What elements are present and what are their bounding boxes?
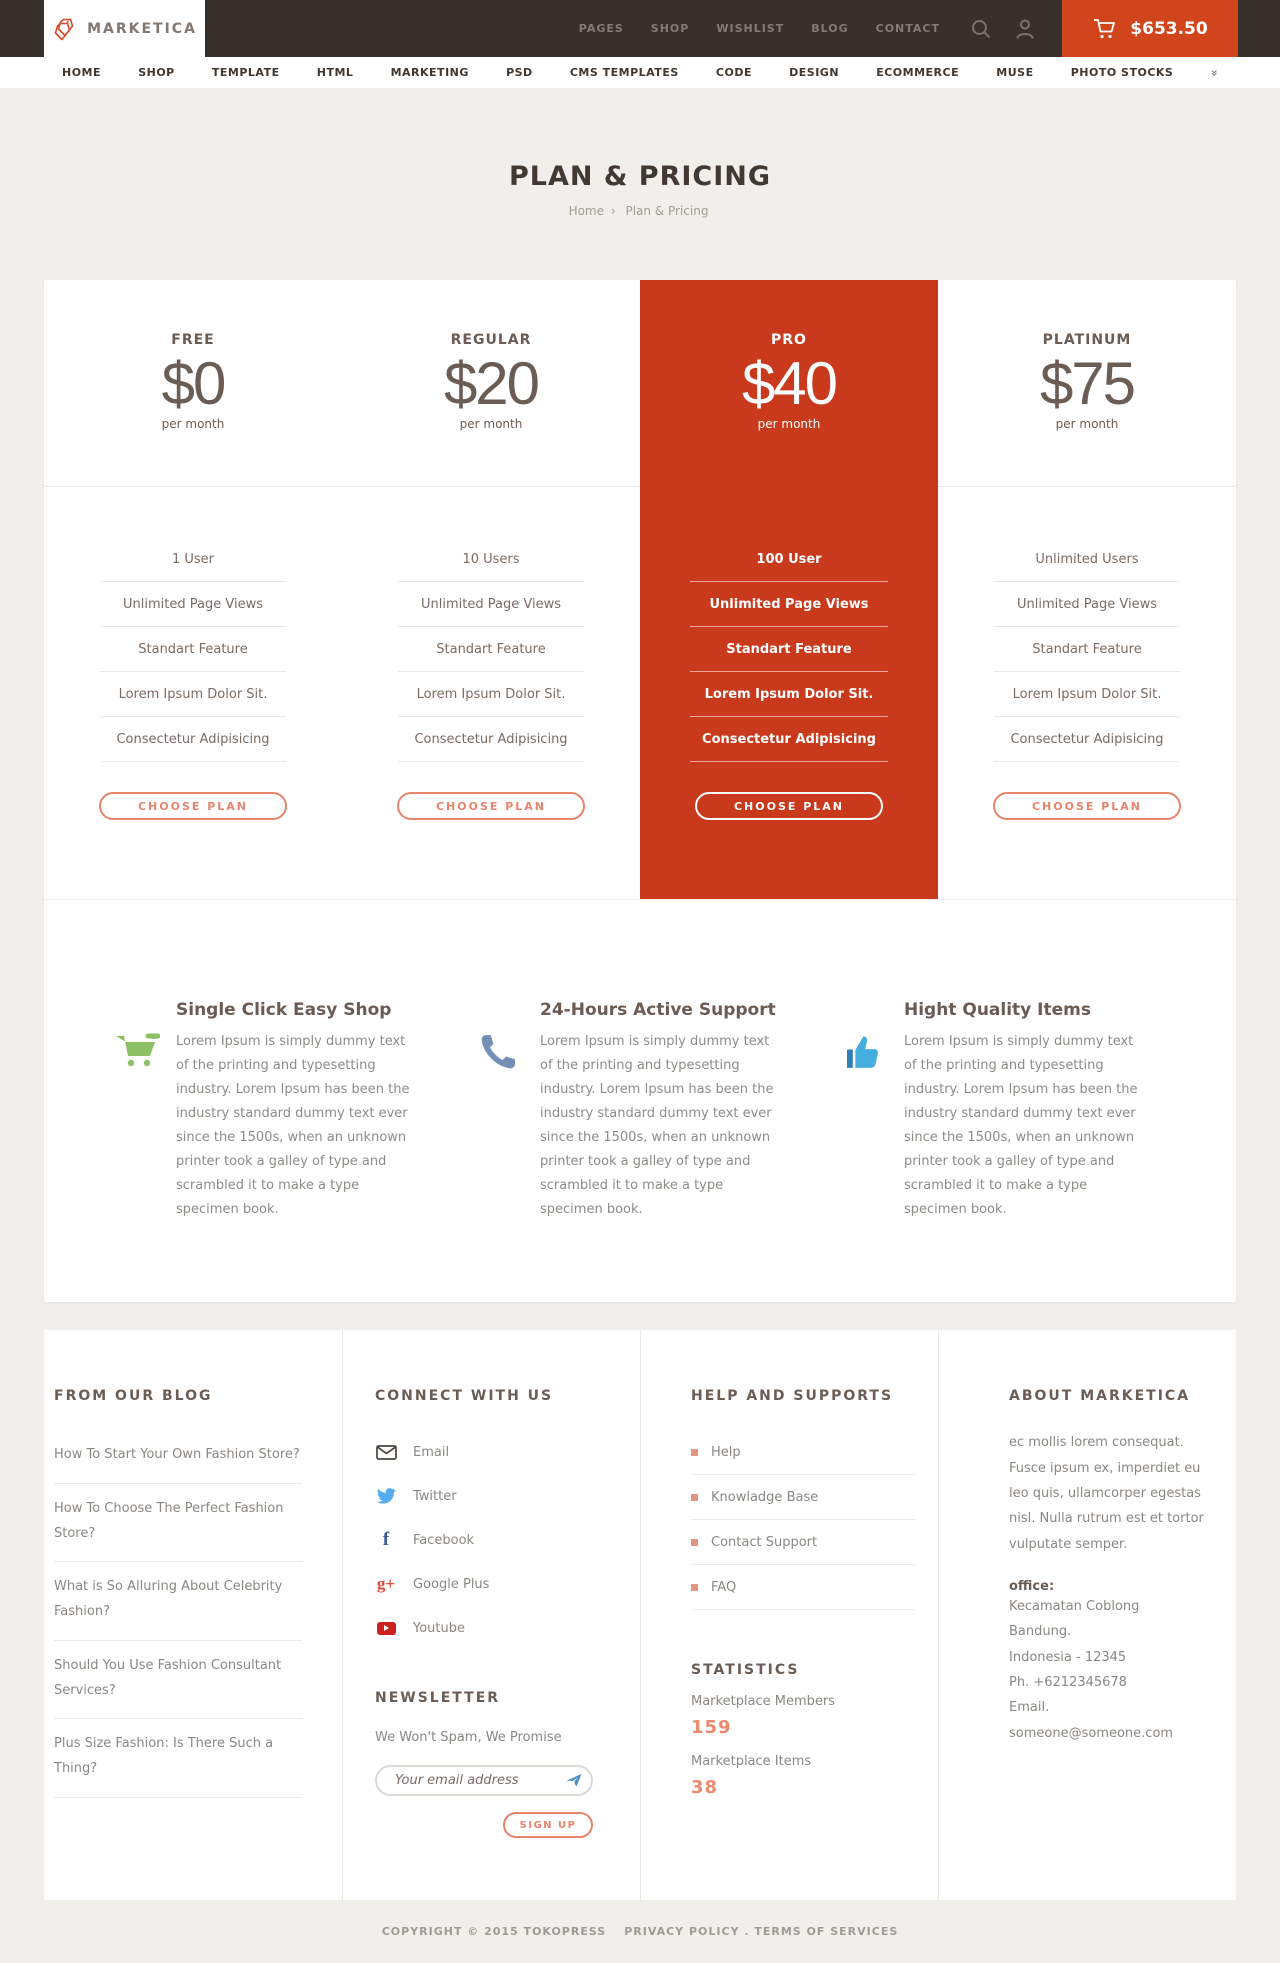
blog-list	[54, 1430, 302, 1797]
email-icon	[375, 1445, 397, 1460]
plan-features	[44, 487, 342, 762]
plan-price: $75	[1039, 350, 1135, 417]
newsletter-heading: NEWSLETTER	[375, 1690, 501, 1707]
help-link[interactable]	[691, 1475, 916, 1520]
logo[interactable]	[44, 0, 205, 57]
social-link-email[interactable]	[375, 1430, 600, 1474]
plan-feature: Unlimited Page Views	[342, 582, 640, 627]
square-bullet-icon	[691, 1494, 698, 1501]
footer-help-heading: HELP AND SUPPORTS	[691, 1388, 894, 1405]
cart-total: $653.50	[1130, 18, 1208, 39]
plan-header-platinum	[938, 280, 1236, 487]
plan-feature: 10 Users	[342, 537, 640, 582]
nav-html[interactable]: HTML	[316, 66, 354, 79]
chevron-double-down-icon[interactable]: »	[1207, 68, 1222, 77]
help-link[interactable]	[691, 1430, 916, 1475]
nav-shop[interactable]: SHOP	[138, 66, 175, 79]
plan-header-pro	[640, 280, 938, 487]
square-bullet-icon	[691, 1584, 698, 1591]
footer-blog-heading: FROM OUR BLOG	[54, 1388, 213, 1405]
benefit-text: Lorem Ipsum is simply dummy text of the printing and typesetting industry. Lorem Ipsum has been the industry standard dummy text ever since the 1500s, when an unknown printer took a galley of type and scrambled it to make a type specimen book.	[904, 1034, 1138, 1218]
social-label: Facebook	[413, 1532, 475, 1548]
copyright-text: COPYRIGHT © 2015 TOKOPRESS	[381, 1925, 607, 1939]
plan-column-pro	[640, 280, 938, 899]
plan-period: per month	[161, 417, 225, 431]
cart-button[interactable]	[1062, 0, 1238, 57]
help-link[interactable]	[691, 1520, 916, 1565]
plan-name: PRO	[771, 332, 807, 348]
search-icon[interactable]	[970, 18, 992, 40]
social-link-youtube[interactable]	[375, 1606, 600, 1650]
newsletter-email-input[interactable]	[375, 1765, 593, 1796]
nav-code[interactable]: CODE	[715, 66, 752, 79]
nav-photo-stocks[interactable]: PHOTO STOCKS	[1070, 66, 1174, 79]
plan-period: per month	[459, 417, 523, 431]
google-plus-icon: g+	[376, 1574, 396, 1594]
plan-feature: Standart Feature	[640, 627, 938, 672]
benefits-section	[44, 900, 1236, 1302]
about-text: ec mollis lorem consequat. Fusce ipsum ex, imperdiet eu leo quis, ullamcorper egestas nisl. Nulla rutrum est et tortor vulputate semper.	[1009, 1435, 1204, 1552]
blog-link[interactable]: How To Start Your Own Fashion Store?	[54, 1430, 302, 1484]
address-line: Kecamatan Coblong	[1009, 1599, 1140, 1615]
address-line: Ph. +6212345678	[1009, 1675, 1127, 1691]
benefit-support	[478, 1000, 812, 1222]
pricing-table	[44, 280, 1236, 900]
breadcrumb-home[interactable]: Home	[568, 204, 604, 218]
social-label: Twitter	[413, 1488, 457, 1504]
plan-feature: Unlimited Page Views	[640, 582, 938, 627]
content-card	[44, 280, 1236, 1302]
stat-value: 38	[691, 1777, 719, 1799]
choose-plan-button-platinum[interactable]: CHOOSE PLAN	[993, 792, 1181, 820]
plan-name: REGULAR	[450, 332, 532, 348]
plan-feature: Standart Feature	[44, 627, 342, 672]
help-label: FAQ	[711, 1579, 737, 1595]
top-nav	[579, 22, 940, 35]
stat-value: 159	[691, 1717, 732, 1739]
nav-psd[interactable]: PSD	[506, 66, 533, 79]
topnav-contact[interactable]: CONTACT	[875, 22, 940, 35]
social-list	[375, 1430, 600, 1650]
help-list	[691, 1430, 916, 1610]
square-bullet-icon	[691, 1449, 698, 1456]
topnav-shop[interactable]: SHOP	[650, 22, 690, 35]
footer-connect-column	[342, 1330, 640, 1900]
tag-logo-icon	[52, 16, 78, 42]
plan-header-free	[44, 280, 342, 487]
brand-name: MARKETICA	[87, 20, 197, 37]
copyright-bar	[0, 1900, 1280, 1963]
plan-column-platinum	[938, 280, 1236, 899]
help-link[interactable]	[691, 1565, 916, 1610]
topnav-pages[interactable]: PAGES	[578, 22, 624, 35]
top-bar	[0, 0, 1280, 57]
plan-price: $0	[161, 350, 225, 417]
plan-feature: Consectetur Adipisicing	[342, 717, 640, 762]
plan-feature: Consectetur Adipisicing	[938, 717, 1236, 762]
benefit-title: 24-Hours Active Support	[540, 1000, 776, 1020]
top-icons	[970, 18, 1036, 40]
help-label: Help	[711, 1444, 741, 1460]
breadcrumb-separator: ›	[610, 204, 616, 218]
footer	[44, 1330, 1236, 1900]
plan-price: $40	[741, 350, 837, 417]
plan-name: FREE	[171, 332, 215, 348]
benefit-text: Lorem Ipsum is simply dummy text of the printing and typesetting industry. Lorem Ipsum has been the industry standard dummy text ever since the 1500s, when an unknown printer took a galley of type and scrambled it to make a type specimen book.	[176, 1034, 410, 1218]
address-line: Indonesia - 12345	[1009, 1649, 1127, 1665]
nav-design[interactable]: DESIGN	[789, 66, 840, 79]
nav-cms-templates[interactable]: CMS TEMPLATES	[569, 66, 679, 79]
blog-link[interactable]: Plus Size Fashion: Is There Such a Thing?	[54, 1719, 302, 1797]
plan-feature: Lorem Ipsum Dolor Sit.	[640, 672, 938, 717]
plan-price: $20	[443, 350, 539, 417]
choose-plan-button-regular[interactable]: CHOOSE PLAN	[397, 792, 585, 820]
plan-feature: Consectetur Adipisicing	[44, 717, 342, 762]
breadcrumb-current: Plan & Pricing	[625, 204, 709, 218]
social-link-facebook[interactable]	[375, 1518, 600, 1562]
plan-feature: Consectetur Adipisicing	[640, 717, 938, 762]
benefit-easy-shop	[114, 1000, 448, 1222]
plan-features	[342, 487, 640, 762]
footer-about-column	[938, 1330, 1236, 1900]
help-label: Contact Support	[711, 1534, 818, 1550]
address-line: Bandung.	[1009, 1624, 1072, 1640]
plan-period: per month	[757, 417, 821, 431]
phone-icon	[478, 1030, 540, 1222]
plan-column-free	[44, 280, 342, 899]
plan-period: per month	[1055, 417, 1119, 431]
plan-feature: 1 User	[44, 537, 342, 582]
footer-help-column	[640, 1330, 938, 1900]
blog-link[interactable]: How To Choose The Perfect Fashion Store?	[54, 1484, 302, 1562]
plan-name: PLATINUM	[1042, 332, 1132, 348]
youtube-icon	[375, 1622, 397, 1635]
legal-links[interactable]: PRIVACY POLICY . TERMS OF SERVICES	[624, 1925, 899, 1939]
office-label: office:	[1009, 1579, 1055, 1595]
statistics-heading: STATISTICS	[691, 1662, 800, 1679]
main-nav	[0, 57, 1280, 88]
choose-plan-button-free[interactable]: CHOOSE PLAN	[99, 792, 287, 820]
facebook-icon: f	[382, 1529, 390, 1551]
blog-link[interactable]: Should You Use Fashion Consultant Services?	[54, 1641, 302, 1719]
stat-label: Marketplace Items	[691, 1754, 812, 1770]
plan-feature: Unlimited Page Views	[44, 582, 342, 627]
page-header	[0, 88, 1280, 280]
benefit-text: Lorem Ipsum is simply dummy text of the printing and typesetting industry. Lorem Ipsum has been the industry standard dummy text ever since the 1500s, when an unknown printer took a galley of type and scrambled it to make a type specimen book.	[540, 1034, 774, 1218]
stat-label: Marketplace Members	[691, 1694, 836, 1710]
benefit-quality	[842, 1000, 1176, 1222]
plan-header-regular	[342, 280, 640, 487]
social-label: Youtube	[413, 1620, 465, 1636]
social-label: Email	[413, 1444, 450, 1460]
plan-column-regular	[342, 280, 640, 899]
statistics-section	[691, 1662, 898, 1798]
blog-link[interactable]: What is So Alluring About Celebrity Fashion?	[54, 1562, 302, 1640]
sign-up-button[interactable]: SIGN UP	[503, 1812, 593, 1838]
plan-feature: Unlimited Page Views	[938, 582, 1236, 627]
topnav-blog[interactable]: BLOG	[811, 22, 849, 35]
nav-ecommerce[interactable]: ECOMMERCE	[876, 66, 960, 79]
footer-about-heading: ABOUT MARKETICA	[1009, 1388, 1191, 1405]
plan-feature: Lorem Ipsum Dolor Sit.	[938, 672, 1236, 717]
paper-plane-icon	[565, 1771, 583, 1789]
plan-feature: Lorem Ipsum Dolor Sit.	[44, 672, 342, 717]
plan-feature: Standart Feature	[342, 627, 640, 672]
nav-template[interactable]: TEMPLATE	[211, 66, 280, 79]
help-label: Knowladge Base	[711, 1489, 819, 1505]
plan-features	[640, 487, 938, 762]
breadcrumb	[0, 204, 1280, 218]
social-label: Google Plus	[413, 1576, 490, 1592]
square-bullet-icon	[691, 1539, 698, 1546]
cart-icon	[114, 1030, 176, 1222]
user-icon[interactable]	[1014, 18, 1036, 40]
nav-marketing[interactable]: MARKETING	[390, 66, 469, 79]
topnav-wishlist[interactable]: WISHLIST	[716, 22, 785, 35]
plan-feature: 100 User	[640, 537, 938, 582]
nav-muse[interactable]: MUSE	[996, 66, 1034, 79]
footer-blog-column	[44, 1330, 342, 1900]
twitter-icon	[375, 1488, 397, 1504]
social-link-twitter[interactable]	[375, 1474, 600, 1518]
nav-home[interactable]: HOME	[62, 66, 102, 79]
footer-connect-heading: CONNECT WITH US	[375, 1388, 554, 1405]
address-line: Email. someone@someone.com	[1009, 1700, 1174, 1741]
page-title: PLAN & PRICING	[508, 161, 772, 192]
plan-feature: Standart Feature	[938, 627, 1236, 672]
plan-features	[938, 487, 1236, 762]
benefit-title: Hight Quality Items	[904, 1000, 1091, 1020]
newsletter-tagline: We Won't Spam, We Promise	[375, 1730, 562, 1746]
plan-feature: Lorem Ipsum Dolor Sit.	[342, 672, 640, 717]
plan-feature: Unlimited Users	[938, 537, 1236, 582]
newsletter-section	[375, 1690, 593, 1838]
social-link-google-plus[interactable]	[375, 1562, 600, 1606]
choose-plan-button-pro[interactable]: CHOOSE PLAN	[695, 792, 883, 820]
thumbs-up-icon	[842, 1030, 904, 1222]
cart-icon	[1092, 17, 1118, 41]
benefit-title: Single Click Easy Shop	[176, 1000, 392, 1020]
